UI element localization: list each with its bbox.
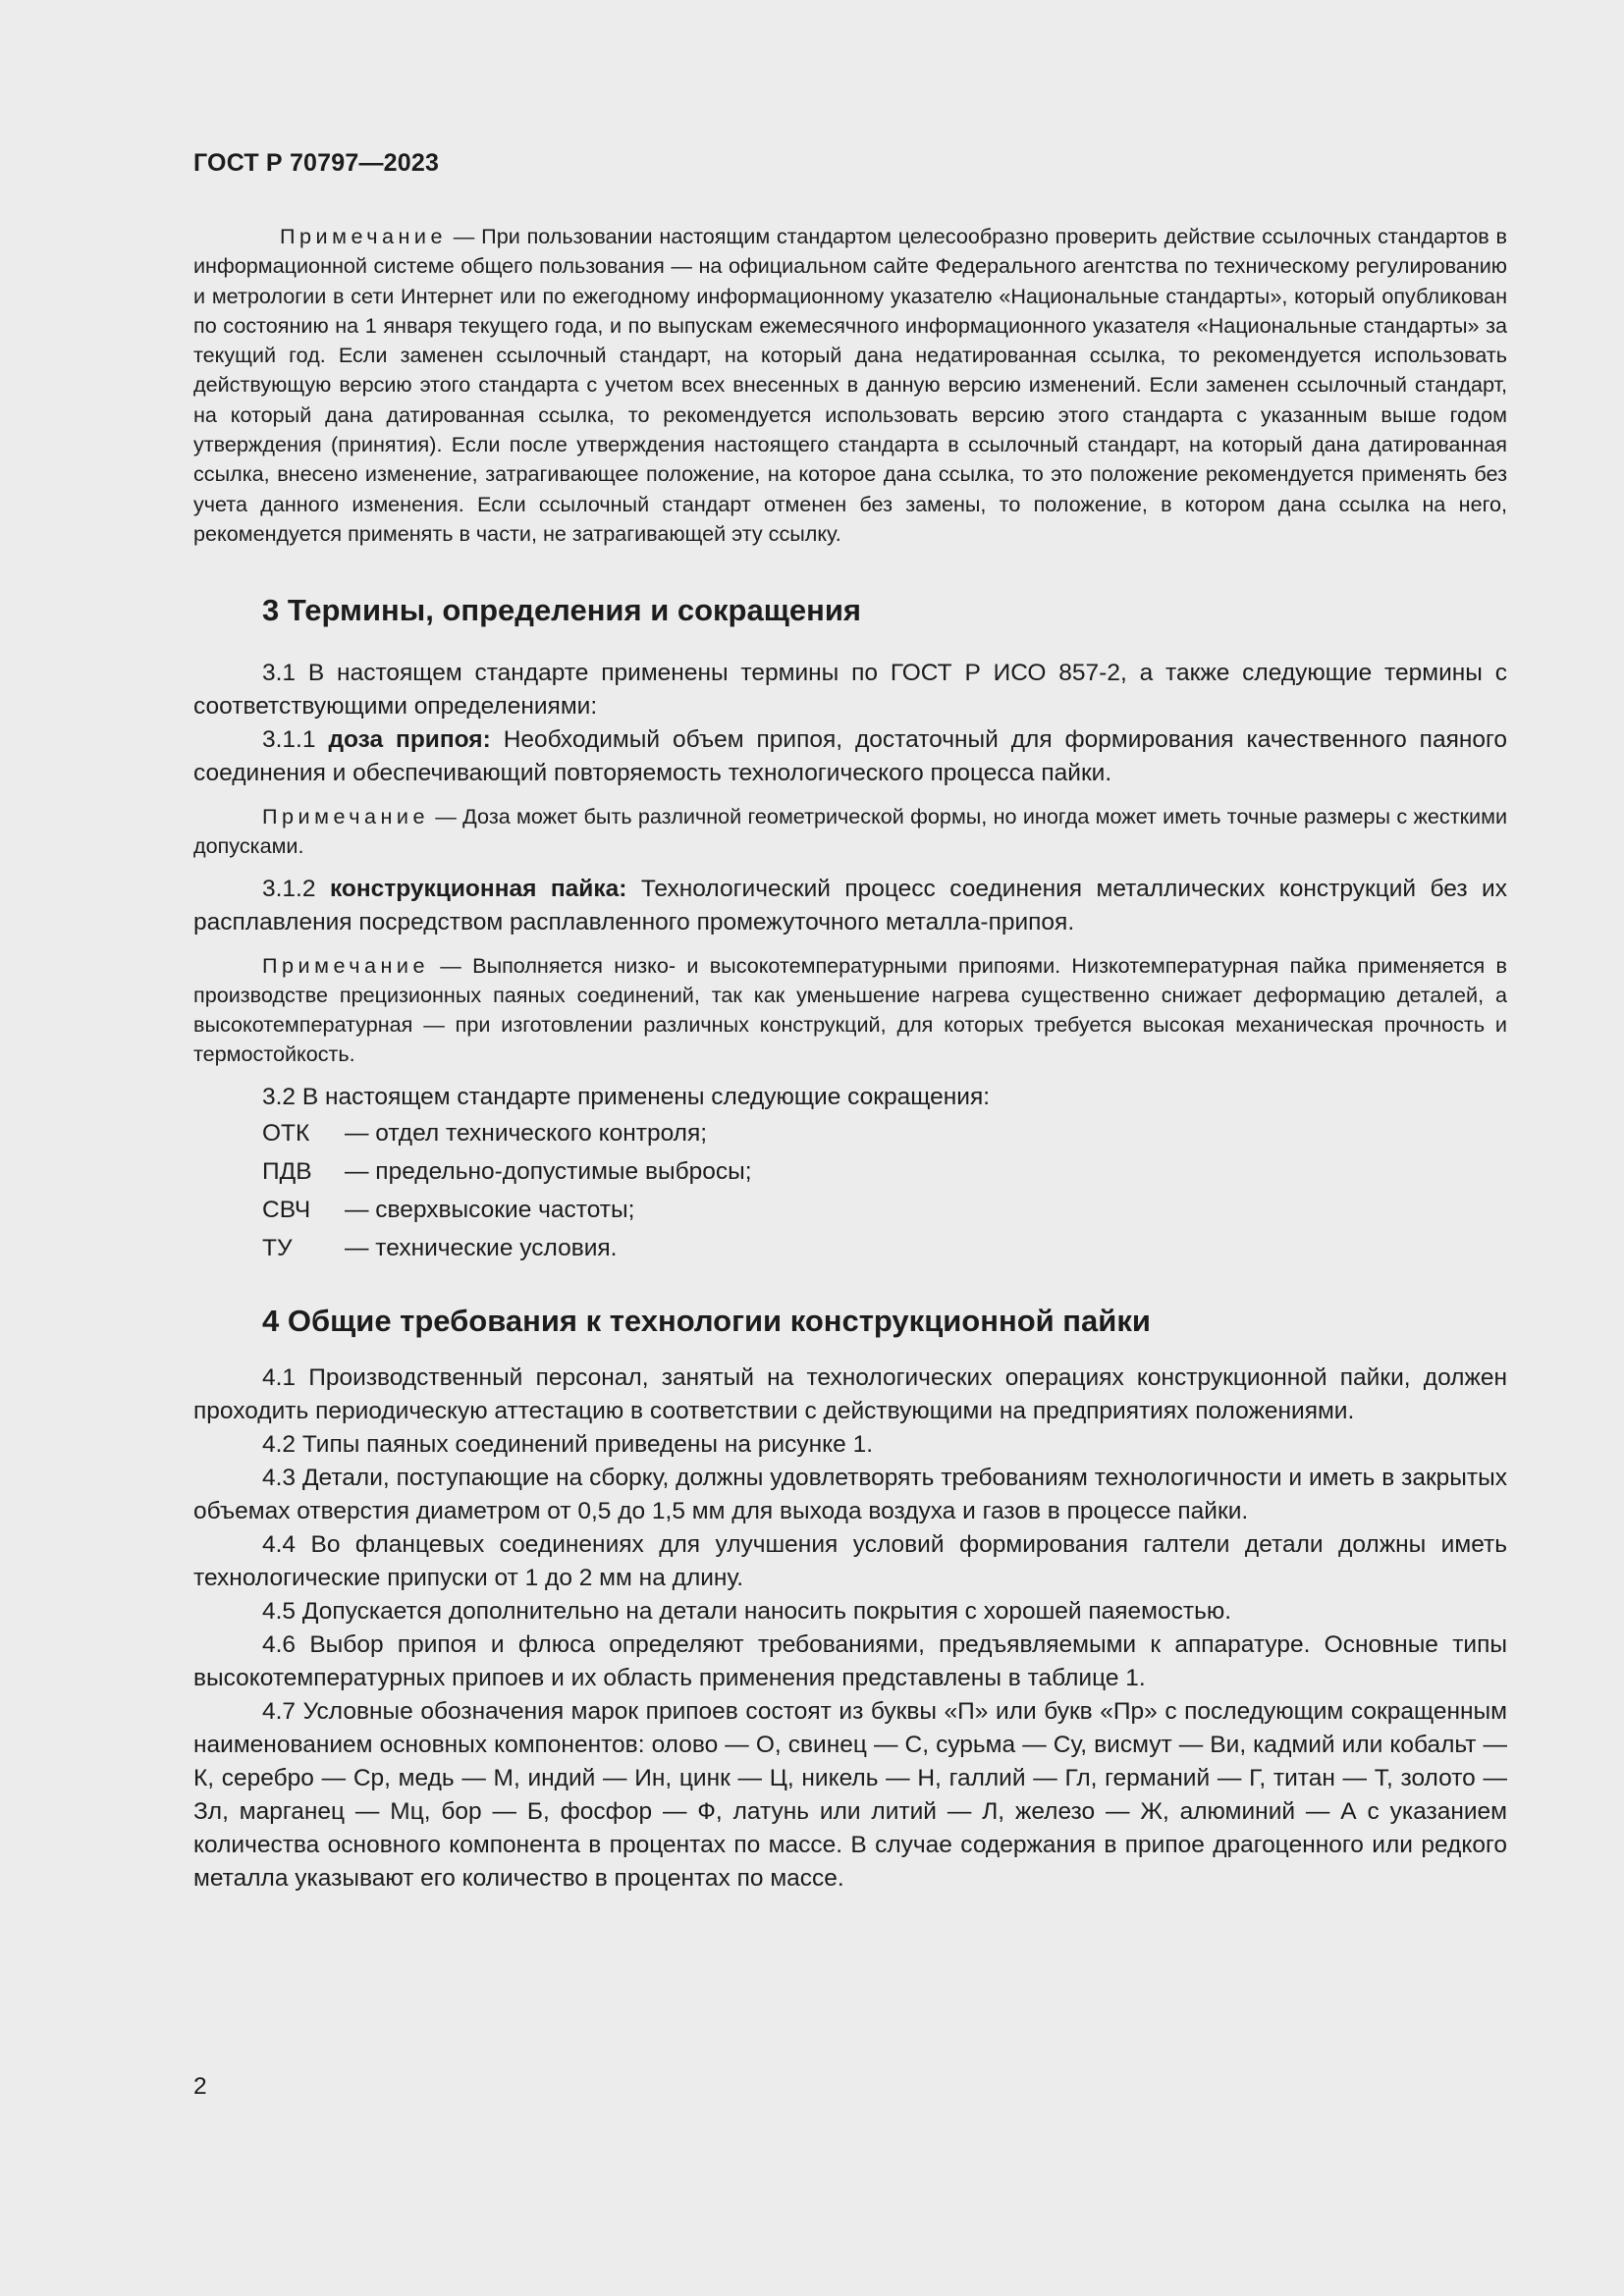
abbreviation-definition: — сверхвысокие частоты;	[345, 1197, 635, 1224]
abbreviation-term: ПДВ	[262, 1158, 312, 1186]
abbreviation-definition: — технические условия.	[345, 1235, 618, 1262]
abbreviation-term: ТУ	[262, 1235, 293, 1262]
paragraph-3-1-1	[193, 723, 1507, 790]
note-label: Примечание	[262, 804, 429, 829]
definition-text: Технологический процесс соединения металлических конструкций без их расплавления посредством расплавленного промежуточного металла-припоя.	[193, 876, 1507, 936]
abbreviation-term: ОТК	[262, 1120, 310, 1148]
abbreviation-definition: — предельно-допустимые выбросы;	[345, 1158, 752, 1186]
definition-text: Необходимый объем припоя, достаточный для формирования качественного паяного соединения и обеспечивающий повторяемость технологического процесса пайки.	[193, 726, 1508, 787]
paragraph-3-1: 3.1 В настоящем стандарте применены термины по ГОСТ Р ИСО 857-2, а также следующие термины с соответствующими определениями:	[193, 660, 1507, 721]
paragraph-4-3: 4.3 Детали, поступающие на сборку, должны удовлетворять требованиям технологичности и иметь в закрытых объемах отверстия диаметром от 0,5 до 1,5 мм для выхода воздуха и газов в процессе пайки.	[193, 1465, 1507, 1525]
note-text: — Доза может быть различной геометрической формы, но иногда может иметь точные размеры с жесткими допусками.	[193, 804, 1508, 859]
term-brazing: конструкционная пайка:	[329, 876, 627, 903]
note-text: — При пользовании настоящим стандартом целесообразно проверить действие ссылочных стандартов в информационной системе общего пользования — на официальном сайте Федерального агентства по техническому регулированию и метрологии в сети Интернет или по ежегодному информационному указателю «Национальные стандарты», который опубликован по состоянию на 1 января текущего года, и по выпускам ежемесячного информационного указателя «Национальные стандарты» за текущий год. Если заменен ссылочный стандарт, на который дана недатированная ссылка, то рекомендуется использовать действующую версию этого стандарта с учетом всех внесенных в данную версию изменений. Если заменен ссылочный стандарт, на который дана датированная ссылка, то рекомендуется использовать версию этого стандарта с указанным выше годом утверждения (принятия). Если после утверждения настоящего стандарта в ссылочный стандарт, на который дана датированная ссылка, внесено изменение, затрагивающее положение, на которое дана ссылка, то это положение рекомендуется применять без учета данного изменения. Если ссылочный стандарт отменен без замены, то положение, в котором дана ссылка на него, рекомендуется применять в части, не затрагивающей эту ссылку.	[193, 224, 1507, 546]
abbreviation-item	[193, 1191, 1507, 1229]
paragraph-4-2: 4.2 Типы паяных соединений приведены на рисунке 1.	[262, 1431, 873, 1459]
page-content	[193, 222, 1507, 1896]
paragraph-4-6: 4.6 Выбор припоя и флюса определяют требованиями, предъявляемыми к аппаратуре. Основные типы высокотемпературных припоев и их область применения представлены в таблице 1.	[193, 1631, 1507, 1692]
note-label: Примечание	[280, 224, 447, 248]
page-number: 2	[193, 2073, 207, 2100]
term-dose: доза припоя:	[328, 726, 491, 754]
abbreviation-term: СВЧ	[262, 1197, 311, 1224]
abbreviation-item	[193, 1114, 1507, 1152]
document-code-header: ГОСТ Р 70797—2023	[193, 149, 440, 177]
note-3-1-1	[193, 802, 1507, 861]
abbreviation-item	[193, 1152, 1507, 1191]
section-4-title: 4 Общие требования к технологии конструкционной пайки	[262, 1304, 1151, 1339]
abbreviation-definition: — отдел технического контроля;	[345, 1120, 708, 1148]
paragraph-4-4: 4.4 Во фланцевых соединениях для улучшения условий формирования галтели детали должны иметь технологические припуски от 1 до 2 мм на длину.	[193, 1531, 1507, 1592]
reference-note	[193, 222, 1507, 549]
note-label: Примечание	[262, 953, 429, 979]
clause-number: 3.1.1	[262, 726, 316, 754]
paragraph-4-5: 4.5 Допускается дополнительно на детали наносить покрытия с хорошей паяемостью.	[262, 1598, 1232, 1626]
paragraph-4-7: 4.7 Условные обозначения марок припоев состоят из буквы «П» или букв «Пр» с последующим сокращенным наименованием основных компонентов: олово — О, свинец — С, сурьма — Су, висмут — Ви, кадмий или кобальт — К, серебро — Ср, медь — М, индий — Ин, цинк — Ц, никель — Н, галлий — Гл, германий — Г, титан — Т, золото — Зл, марганец — Мц, бор — Б, фосфор — Ф, латунь или литий — Л, железо — Ж, алюминий — А с указанием количества основного компонента в процентах по массе. В случае содержания в припое драгоценного или редкого металла указывают его количество в процентах по массе.	[193, 1698, 1507, 1893]
paragraph-4-1: 4.1 Производственный персонал, занятый на технологических операциях конструкционной пайки, должен проходить периодическую аттестацию в соответствии с действующими на предприятиях положениями.	[193, 1364, 1507, 1425]
abbreviation-list	[193, 1114, 1507, 1267]
clause-number: 3.1.2	[262, 876, 316, 903]
note-3-1-2	[193, 951, 1507, 1069]
abbreviation-item	[193, 1229, 1507, 1267]
note-text: — Выполняется низко- и высокотемпературными припоями. Низкотемпературная пайка применяется в производстве прецизионных паяных соединений, так как уменьшение нагрева существенно снижает деформацию деталей, а высокотемпературная — при изготовлении различных конструкций, для которых требуется высокая механическая прочность и термостойкость.	[193, 953, 1507, 1067]
section-3-title: 3 Термины, определения и сокращения	[262, 593, 861, 628]
paragraph-3-2: 3.2 В настоящем стандарте применены следующие сокращения:	[262, 1084, 991, 1111]
paragraph-3-1-2	[193, 873, 1507, 939]
